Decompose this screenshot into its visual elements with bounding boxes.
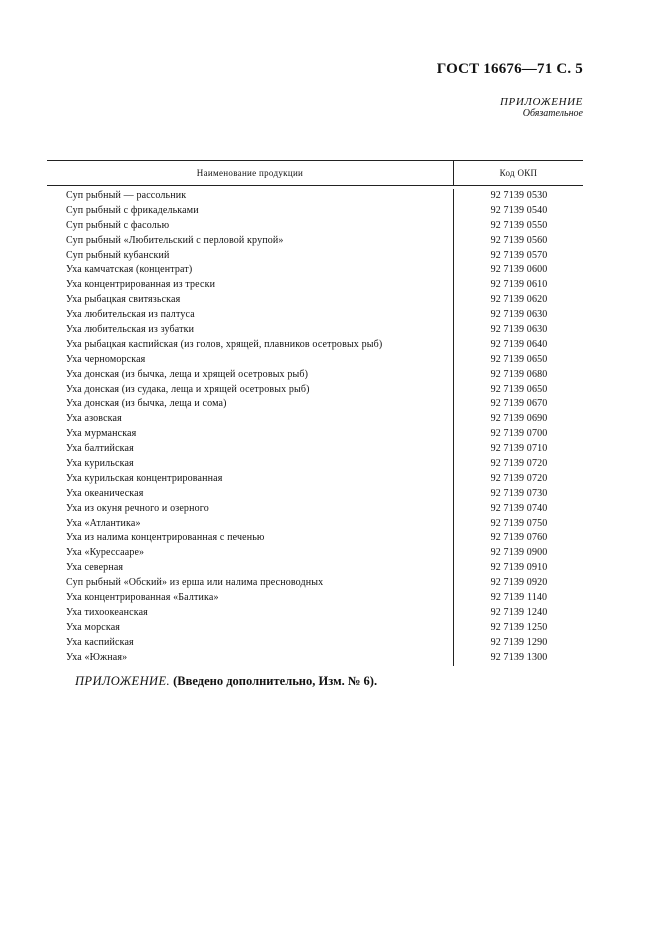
- okp-code-cell: 92 7139 1300: [490, 651, 548, 663]
- product-name-cell: Уха донская (из судака, леща и хрящей осетровых рыб): [66, 383, 310, 395]
- product-name-cell: Уха каспийская: [66, 636, 134, 648]
- product-code-table: [47, 160, 583, 666]
- okp-code-cell: 92 7139 1290: [490, 636, 548, 648]
- okp-code-cell: 92 7139 0910: [490, 562, 548, 574]
- okp-code-cell: 92 7139 0550: [490, 219, 548, 231]
- product-name-cell: Суп рыбный кубанский: [66, 249, 170, 261]
- product-name-cell: Уха балтийская: [66, 443, 134, 455]
- product-name-cell: Уха концентрированная «Балтика»: [66, 592, 219, 604]
- product-name-cell: Суп рыбный «Обский» из ерша или налима пресноводных: [66, 577, 324, 589]
- table-header-row: [47, 161, 583, 186]
- okp-code-cell: 92 7139 0740: [490, 502, 548, 514]
- footnote-label: ПРИЛОЖЕНИЕ.: [75, 674, 171, 688]
- okp-code-cell: 92 7139 0680: [490, 368, 548, 380]
- okp-code-cell: 92 7139 0630: [490, 309, 548, 321]
- okp-code-cell: 92 7139 0700: [490, 428, 548, 440]
- okp-code-cell: 92 7139 0540: [490, 204, 548, 216]
- okp-code-cell: 92 7139 1250: [490, 621, 548, 633]
- footnote-text: (Введено дополнительно, Изм. № 6).: [173, 674, 378, 688]
- column-header-product-name: Наименование продукции: [196, 168, 304, 178]
- product-name-cell: Уха северная: [66, 562, 124, 574]
- product-name-cell: Уха из окуня речного и озерного: [66, 502, 209, 514]
- okp-code-cell: 92 7139 0600: [490, 264, 548, 276]
- okp-code-cell: 92 7139 0670: [490, 398, 548, 410]
- product-name-cell: Уха тихоокеанская: [66, 606, 148, 618]
- okp-code-cell: 92 7139 0640: [490, 338, 548, 350]
- product-name-cell: Уха из налима концентрированная с печенью: [66, 532, 265, 544]
- column-header-okp-code: Код ОКП: [453, 161, 583, 185]
- product-name-cell: Уха «Атлантика»: [66, 517, 141, 529]
- okp-code-cell: 92 7139 0630: [490, 324, 548, 336]
- okp-code-cell: 92 7139 0570: [490, 249, 548, 261]
- okp-code-cell: 92 7139 0920: [490, 577, 548, 589]
- page-header-doc-ref: ГОСТ 16676—71 С. 5: [436, 61, 583, 77]
- appendix-subtitle: Обязательное: [522, 108, 583, 119]
- product-name-cell: Уха морская: [66, 621, 121, 633]
- product-name-cell: Суп рыбный «Любительский с перловой крупой»: [66, 234, 284, 246]
- product-name-cell: Уха донская (из бычка, леща и хрящей осетровых рыб): [66, 368, 309, 380]
- table-body: [47, 186, 583, 666]
- okp-code-cell: 92 7139 0650: [490, 383, 548, 395]
- okp-code-cell: 92 7139 0620: [490, 294, 548, 306]
- product-name-cell: Суп рыбный — рассольник: [66, 190, 187, 201]
- okp-code-cell: 92 7139 0720: [490, 472, 548, 484]
- product-name-cell: Уха курильская концентрированная: [66, 472, 223, 484]
- product-name-cell: Уха курильская: [66, 458, 134, 470]
- product-name-cell: Уха любительская из палтуса: [66, 309, 195, 321]
- product-name-cell: Уха мурманская: [66, 428, 137, 440]
- okp-code-cell: 92 7139 1240: [490, 606, 548, 618]
- product-name-cell: Уха донская (из бычка, леща и сома): [66, 398, 227, 410]
- product-name-cell: Уха «Курессааре»: [66, 547, 145, 559]
- okp-code-cell: 92 7139 0730: [490, 487, 548, 499]
- appendix-title: ПРИЛОЖЕНИЕ: [500, 96, 583, 108]
- product-name-cell: Уха рыбацкая каспийская (из голов, хрящей, плавников осетровых рыб): [66, 338, 383, 350]
- product-name-cell: Уха любительская из зубатки: [66, 324, 195, 336]
- okp-code-cell: 92 7139 0560: [490, 234, 548, 246]
- product-name-cell: Суп рыбный с фрикадельками: [66, 204, 199, 216]
- product-name-cell: Суп рыбный с фасолью: [66, 219, 170, 231]
- product-name-cell: Уха азовская: [66, 413, 122, 425]
- product-name-cell: Уха рыбацкая свитязьская: [66, 294, 181, 306]
- okp-code-cell: 92 7139 0690: [490, 413, 548, 425]
- okp-code-cell: 92 7139 0610: [490, 279, 548, 291]
- okp-code-column: [453, 189, 583, 666]
- okp-code-cell: 92 7139 0760: [490, 532, 548, 544]
- okp-code-cell: 92 7139 0750: [490, 517, 548, 529]
- okp-code-cell: 92 7139 0530: [490, 190, 548, 201]
- okp-code-cell: 92 7139 1140: [490, 592, 548, 604]
- product-name-cell: Уха «Южная»: [66, 651, 128, 663]
- okp-code-cell: 92 7139 0720: [490, 458, 548, 470]
- okp-code-cell: 92 7139 0710: [490, 443, 548, 455]
- product-name-column: [47, 189, 453, 666]
- product-name-cell: Уха концентрированная из трески: [66, 279, 216, 291]
- product-name-cell: Уха океаническая: [66, 487, 144, 499]
- okp-code-cell: 92 7139 0650: [490, 353, 548, 365]
- product-name-cell: Уха камчатская (концентрат): [66, 264, 193, 276]
- product-name-cell: Уха черноморская: [66, 353, 146, 365]
- okp-code-cell: 92 7139 0900: [490, 547, 548, 559]
- footnote: [75, 674, 377, 689]
